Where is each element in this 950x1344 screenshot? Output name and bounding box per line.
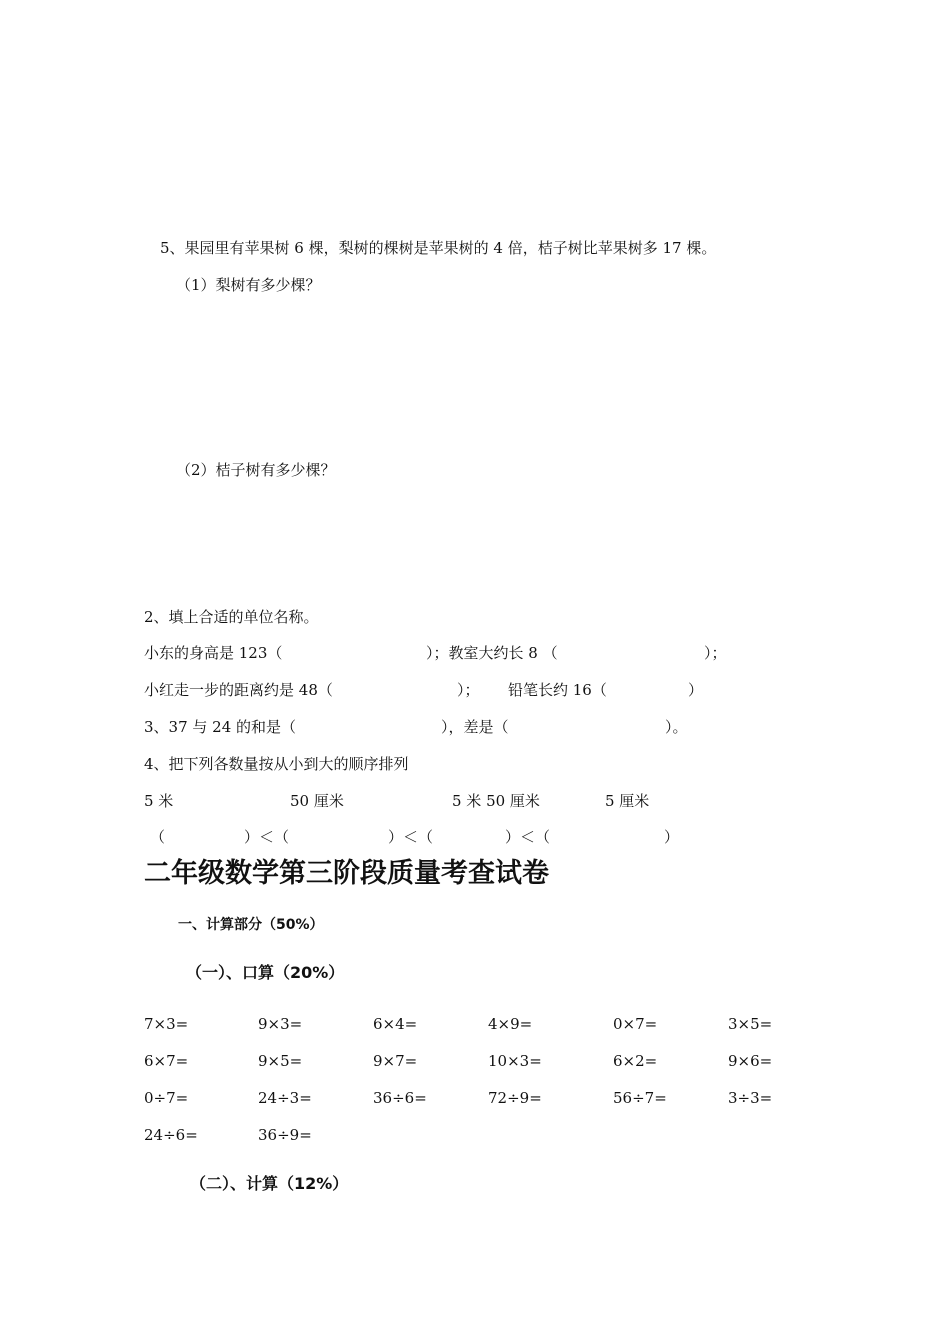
oral-item: 9×7= <box>373 1052 418 1070</box>
question-2-line2-b: ）； <box>457 681 480 699</box>
subsection-oral-heading: （一）、口算（20%） <box>186 963 345 982</box>
question-4-item: 50 厘米 <box>290 792 344 810</box>
question-2-line1-b: ）；教室大约长 8 （ <box>426 644 558 662</box>
question-2-line1-a: 小东的身高是 123（ <box>144 644 283 662</box>
question-4-blank: ）＜（ <box>505 828 551 846</box>
question-2-line1-c: ）； <box>704 644 727 662</box>
oral-item: 24÷3= <box>258 1089 312 1107</box>
oral-item: 7×3= <box>144 1015 189 1033</box>
oral-item: 6×4= <box>373 1015 418 1033</box>
oral-item: 10×3= <box>488 1052 542 1070</box>
exam-title: 二年级数学第三阶段质量考查试卷 <box>144 858 549 889</box>
oral-item: 6×7= <box>144 1052 189 1070</box>
subsection-calc-heading: （二）、计算（12%） <box>190 1174 349 1193</box>
question-4-item: 5 米 50 厘米 <box>452 792 540 810</box>
question-2-line2-d: ） <box>688 681 704 699</box>
oral-item: 9×6= <box>728 1052 773 1070</box>
oral-item: 36÷6= <box>373 1089 427 1107</box>
oral-item: 6×2= <box>613 1052 658 1070</box>
question-4-item: 5 米 <box>144 792 174 810</box>
question-4-blank: （ <box>150 828 166 846</box>
question-4-title: 4、把下列各数量按从小到大的顺序排列 <box>144 755 409 773</box>
question-4-blank: ） <box>664 828 680 846</box>
question-2-line2-a: 小红走一步的距离约是 48（ <box>144 681 333 699</box>
question-3-b: ），差是（ <box>441 718 509 736</box>
oral-item: 4×9= <box>488 1015 533 1033</box>
question-4-item: 5 厘米 <box>605 792 650 810</box>
question-5-stem: 5、果园里有苹果树 6 棵，梨树的棵树是苹果树的 4 倍，桔子树比苹果树多 17 棵。 <box>160 239 717 257</box>
question-5-part-1: （1）梨树有多少棵？ <box>176 276 321 294</box>
question-2-line2-c: 铅笔长约 16（ <box>508 681 607 699</box>
question-4-blank: ）＜（ <box>244 828 290 846</box>
oral-item: 56÷7= <box>613 1089 667 1107</box>
oral-item: 3÷3= <box>728 1089 773 1107</box>
oral-item: 3×5= <box>728 1015 773 1033</box>
oral-item: 0×7= <box>613 1015 658 1033</box>
question-3-c: ）。 <box>665 718 688 736</box>
oral-item: 0÷7= <box>144 1089 189 1107</box>
section-1-heading: 一、计算部分（50%） <box>178 917 324 933</box>
oral-item: 9×3= <box>258 1015 303 1033</box>
oral-item: 36÷9= <box>258 1126 312 1144</box>
oral-item: 72÷9= <box>488 1089 542 1107</box>
question-5-part-2: （2）桔子树有多少棵？ <box>176 461 336 479</box>
oral-item: 24÷6= <box>144 1126 198 1144</box>
question-3-a: 3、37 与 24 的和是（ <box>144 718 297 736</box>
question-4-blank: ）＜（ <box>388 828 434 846</box>
oral-item: 9×5= <box>258 1052 303 1070</box>
question-2-title: 2、填上合适的单位名称。 <box>144 608 319 626</box>
